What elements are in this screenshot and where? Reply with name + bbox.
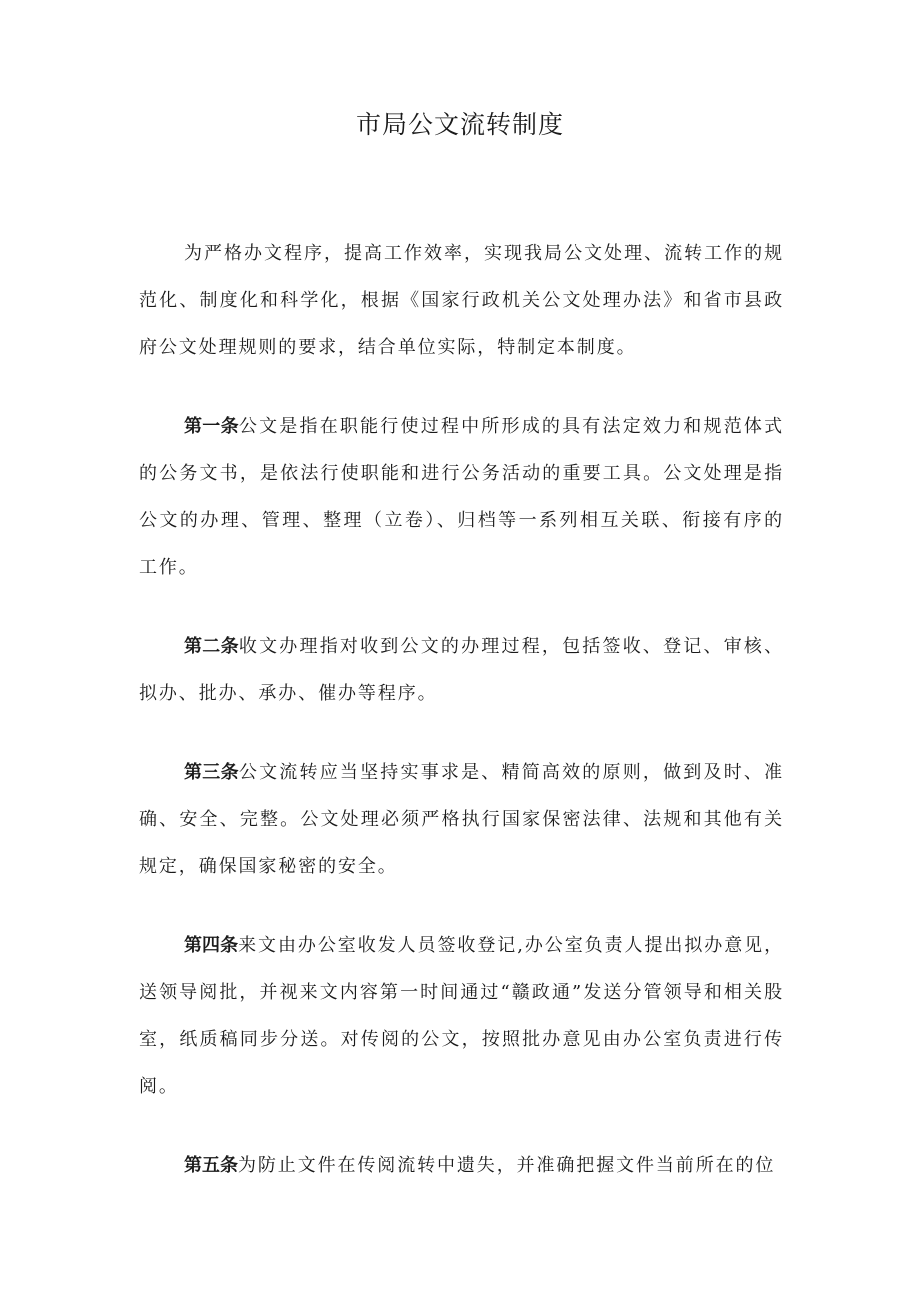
article-text: 公文是指在职能行使过程中所形成的具有法定效力和规范体式的公务文书，是依法行使职能和进行公务活动的重要工具。公文处理是指公文的办理、管理、整理（立卷）、归档等一系列相互关联、衔接有序的工作。: [139, 416, 784, 578]
article-label: 第四条: [184, 935, 239, 956]
document-title: 市局公文流转制度: [355, 110, 564, 139]
document-body: [139, 230, 784, 1221]
article-5: [139, 1142, 784, 1189]
article-label: 第二条: [184, 636, 239, 657]
article-text: 来文由办公室收发人员签收登记,办公室负责人提出拟办意见，送领导阅批，并视来文内容第一时间通过“赣政通”发送分管领导和相关股室，纸质稿同步分送。对传阅的公文，按照批办意见由办公室负责进行传阅。: [139, 935, 784, 1097]
article-label: 第五条: [184, 1155, 238, 1176]
article-2: [139, 623, 784, 717]
article-label: 第一条: [184, 416, 239, 437]
article-3: [139, 749, 784, 890]
article-label: 第三条: [184, 762, 239, 783]
article-4: [139, 922, 784, 1110]
article-text: 为防止文件在传阅流转中遗失，并准确把握文件当前所在的位: [238, 1155, 776, 1176]
article-text: 公文流转应当坚持实事求是、精简高效的原则，做到及时、准确、安全、完整。公文处理必须严格执行国家保密法律、法规和其他有关规定，确保国家秘密的安全。: [139, 762, 784, 877]
article-text: 收文办理指对收到公文的办理过程，包括签收、登记、审核、拟办、批办、承办、催办等程序。: [139, 636, 784, 704]
article-1: [139, 403, 784, 591]
intro-paragraph: 为严格办文程序，提高工作效率，实现我局公文处理、流转工作的规范化、制度化和科学化，根据《国家行政机关公文处理办法》和省市县政府公文处理规则的要求，结合单位实际，特制定本制度。: [139, 243, 784, 358]
